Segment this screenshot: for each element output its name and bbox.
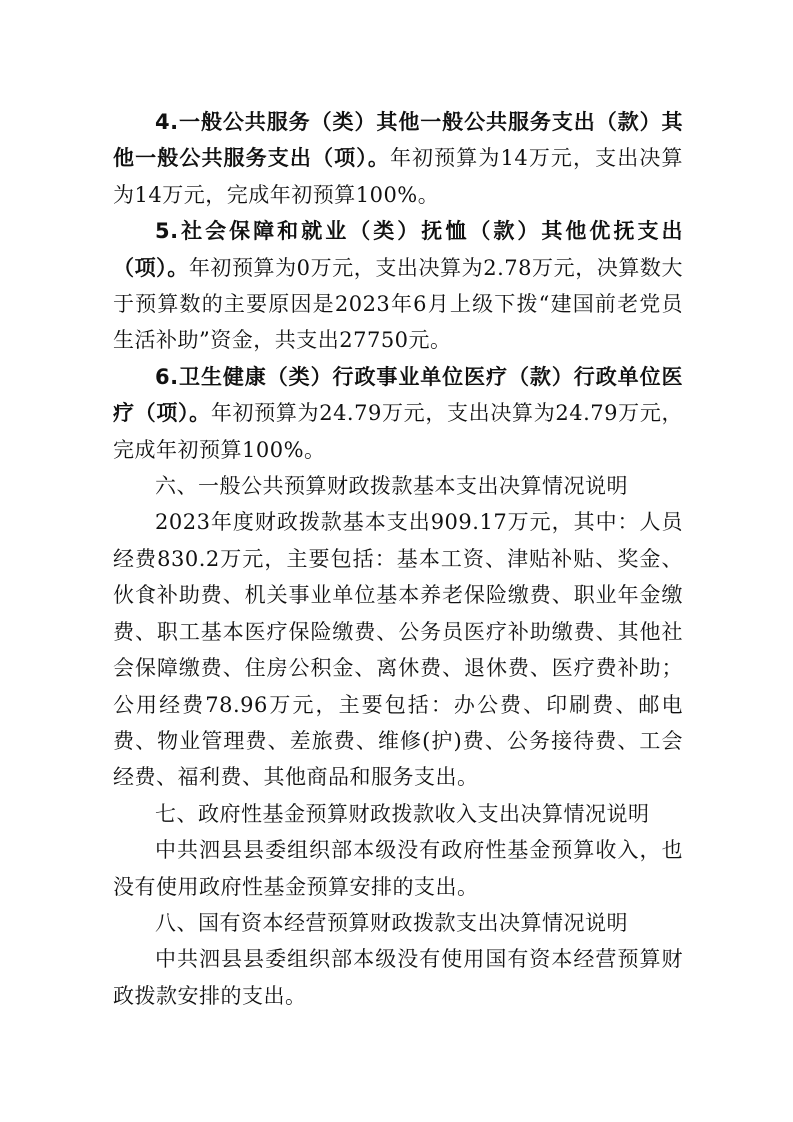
- paragraph-item-5: [113, 213, 683, 359]
- section-heading-6: 六、一般公共预算财政拨款基本支出决算情况说明: [155, 474, 628, 499]
- paragraph-government-fund: 中共泗县县委组织部本级没有政府性基金预算收入，也没有使用政府性基金预算安排的支出。: [113, 838, 683, 899]
- item-6-heading: 6.卫生健康（类）行政事业单位医疗（款）行政单位医疗（项）。: [113, 364, 683, 426]
- paragraph-item-4: [113, 104, 683, 213]
- item-5-text: 年初预算为0万元，支出决算为2.78万元，决算数大于预算数的主要原因是2023年6月上级下拨“建国前老党员生活补助”资金，共支出27750元。: [113, 255, 684, 353]
- paragraph-basic-expenditure: 2023年度财政拨款基本支出909.17万元，其中：人员经费830.2万元，主要包括：基本工资、津贴补贴、奖金、伙食补助费、机关事业单位基本养老保险缴费、职业年金缴费、职工基本医疗保险缴费、公务员医疗补助缴费、其他社会保障缴费、住房公积金、离休费、退休费、医疗费补助；公用经费78.96万元，主要包括：办公费、印刷费、邮电费、物业管理费、差旅费、维修(护)费、公务接待费、工会经费、福利费、其他商品和服务支出。: [113, 510, 683, 790]
- section-heading-7: 七、政府性基金预算财政拨款收入支出决算情况说明: [155, 801, 650, 826]
- document-page: [113, 104, 683, 1014]
- item-6-text: 年初预算为24.79万元，支出决算为24.79万元，完成年初预算100%。: [113, 401, 683, 462]
- section-heading-8: 八、国有资本经营预算财政拨款支出决算情况说明: [155, 910, 628, 935]
- item-4-heading: 4.一般公共服务（类）其他一般公共服务支出（款）其他一般公共服务支出（项）。: [113, 110, 683, 171]
- item-5-heading: 5.社会保障和就业（类）抚恤（款）其他优抚支出（项）。: [113, 219, 683, 280]
- paragraph-state-capital: 中共泗县县委组织部本级没有使用国有资本经营预算财政拨款安排的支出。: [113, 947, 683, 1008]
- item-4-text: 年初预算为14万元，支出决算为14万元，完成年初预算100%。: [113, 146, 683, 207]
- paragraph-item-6: [113, 359, 683, 468]
